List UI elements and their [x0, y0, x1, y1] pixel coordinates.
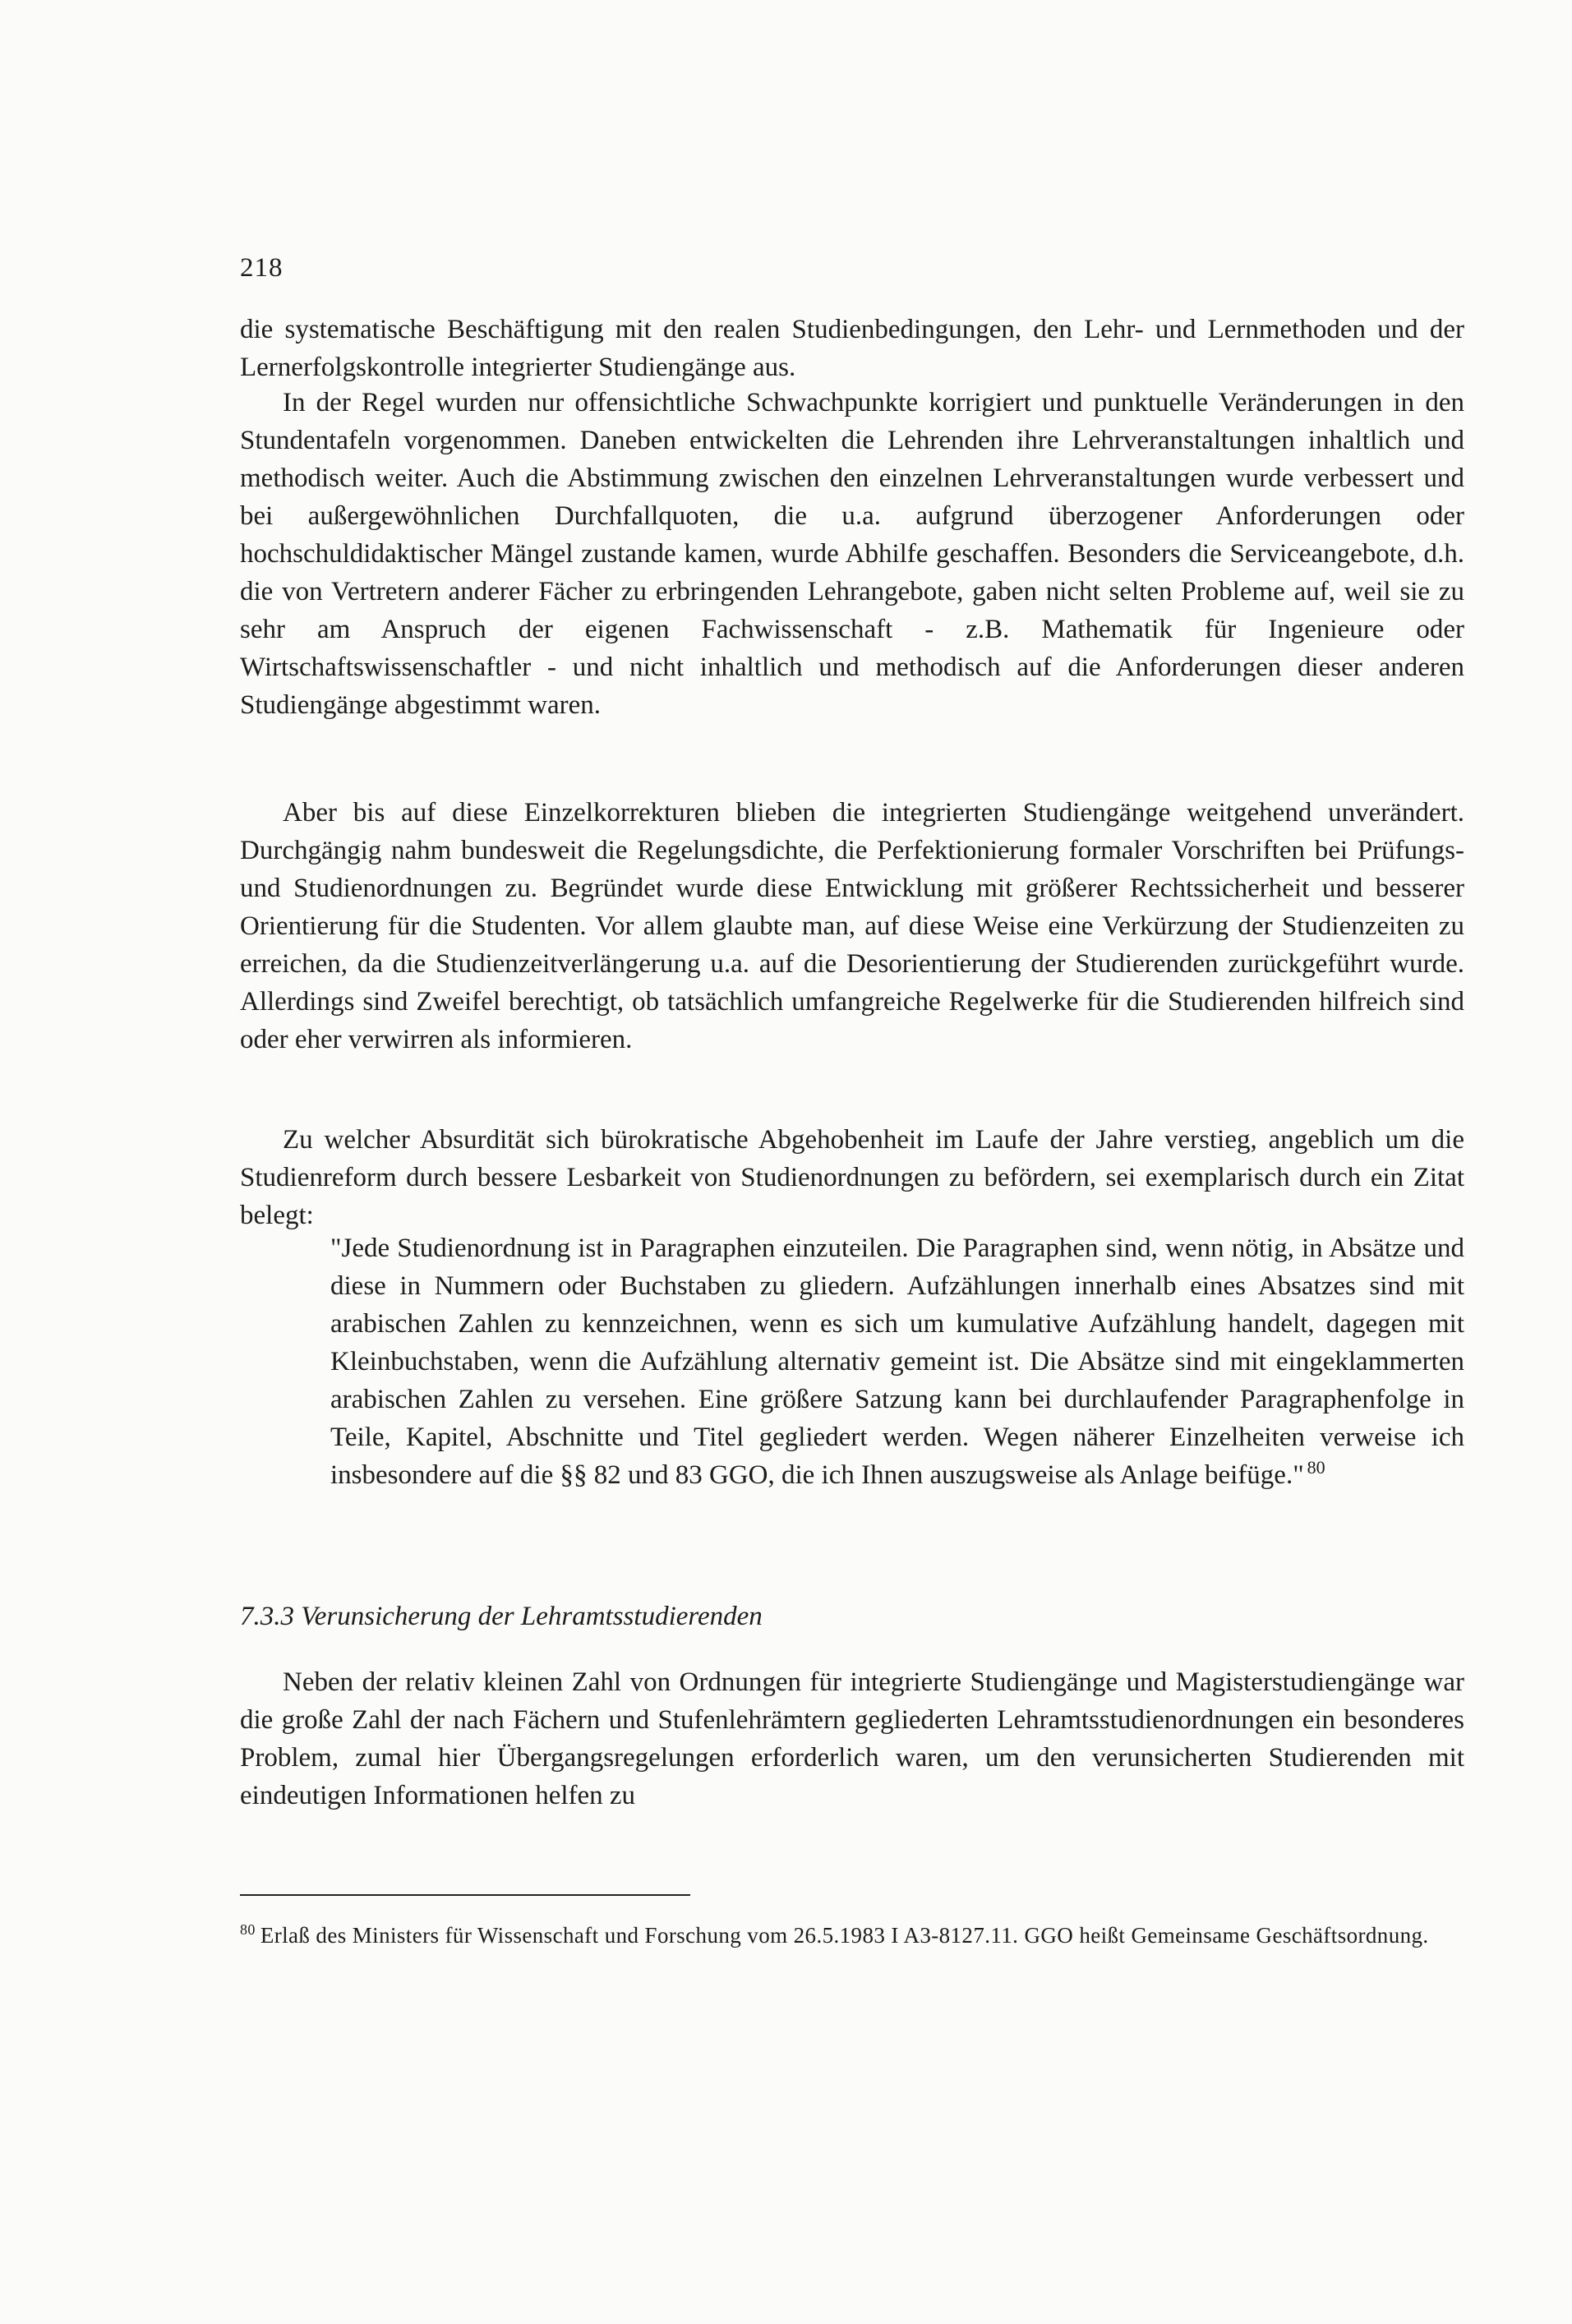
paragraph-3: [240, 794, 1464, 1058]
block-quote: [330, 1229, 1464, 1494]
paragraph-2: [240, 384, 1464, 724]
paragraph-4: [240, 1121, 1464, 1234]
paragraph-1: [240, 311, 1464, 386]
footnote-text: Erlaß des Ministers für Wissenschaft und Forschung vom 26.5.1983 I A3-8127.11. GGO heißt Gemeinsame Geschäftsordnung.: [260, 1923, 1429, 1948]
page-number: 218: [240, 253, 284, 283]
quote-body: "Jede Studienordnung ist in Paragraphen einzuteilen. Die Paragraphen sind, wenn nötig, in Absätze und diese in Nummern oder Buchstaben zu gliedern. Aufzählungen innerhalb eines Absatzes sind mit arabischen Zahlen zu kennzeichnen, wenn es sich um kumulative Aufzählung handelt, dagegen mit Kleinbuchstaben, wenn die Aufzählung alternativ gemeint ist. Die Absätze sind mit eingeklammerten arabischen Zahlen zu versehen. Eine größere Satzung kann bei durchlaufender Paragraphenfolge in Teile, Kapitel, Abschnitte und Titel gegliedert werden. Wegen näherer Einzelheiten verweise ich insbesondere auf die §§ 82 und 83 GGO, die ich Ihnen auszugsweise als Anlage beifüge.": [330, 1233, 1464, 1490]
section-heading: 7.3.3 Verunsicherung der Lehramtsstudierenden: [240, 1602, 763, 1631]
section-paragraph: [240, 1663, 1464, 1814]
footnote-number: 80: [240, 1921, 256, 1938]
section-paragraph-text: Neben der relativ kleinen Zahl von Ordnungen für integrierte Studiengänge und Magisterstudiengänge war die große Zahl der nach Fächern und Stufenlehrämtern gegliederten Lehramtsstudienordnungen ein besonderes Problem, zumal hier Übergangsregelungen erforderlich waren, um den verunsicherten Studierenden mit eindeutigen Informationen helfen zu: [240, 1667, 1464, 1810]
block-quote-text: [330, 1229, 1464, 1494]
paragraph-3-text: Aber bis auf diese Einzelkorrekturen blieben die integrierten Studiengänge weitgehend unverändert. Durchgängig nahm bundesweit die Regelungsdichte, die Perfektionierung formaler Vorschriften bei Prüfungs- und Studienordnungen zu. Begründet wurde diese Entwicklung mit größerer Rechtssicherheit und besserer Orientierung für die Studenten. Vor allem glaubte man, auf diese Weise eine Verkürzung der Studienzeiten zu erreichen, da die Studienzeitverlängerung u.a. auf die Desorientierung der Studierenden zurückgeführt wurde. Allerdings sind Zweifel berechtigt, ob tatsächlich umfangreiche Regelwerke für die Studierenden hilfreich sind oder eher verwirren als informieren.: [240, 798, 1464, 1054]
paragraph-2-text: In der Regel wurden nur offensichtliche Schwachpunkte korrigiert und punktuelle Veränderungen in den Stundentafeln vorgenommen. Daneben entwickelten die Lehrenden ihre Lehrveranstaltungen inhaltlich und methodisch weiter. Auch die Abstimmung zwischen den einzelnen Lehrveranstaltungen wurde verbessert und bei außergewöhnlichen Durchfallquoten, die u.a. aufgrund überzogener Anforderungen oder hochschuldidaktischer Mängel zustande kamen, wurde Abhilfe geschaffen. Besonders die Serviceangebote, d.h. die von Vertretern anderer Fächer zu erbringenden Lehrangebote, gaben nicht selten Probleme auf, weil sie zu sehr am Anspruch der eigenen Fachwissenschaft - z.B. Mathematik für Ingenieure oder Wirtschaftswissenschaftler - und nicht inhaltlich und methodisch auf die Anforderungen dieser anderen Studiengänge abgestimmt waren.: [240, 388, 1464, 720]
paragraph-4-text: Zu welcher Absurdität sich bürokratische Abgehobenheit im Laufe der Jahre verstieg, angeblich um die Studienreform durch bessere Lesbarkeit von Studienordnungen zu befördern, sei exemplarisch durch ein Zitat belegt:: [240, 1125, 1464, 1230]
paragraph-1-text: die systematische Beschäftigung mit den realen Studienbedingungen, den Lehr- und Lernmethoden und der Lernerfolgskontrolle integrierter Studiengänge aus.: [240, 315, 1464, 382]
footnote-reference: 80: [1307, 1457, 1325, 1478]
footnote: [240, 1920, 1464, 1951]
footnote-divider: [240, 1894, 690, 1896]
